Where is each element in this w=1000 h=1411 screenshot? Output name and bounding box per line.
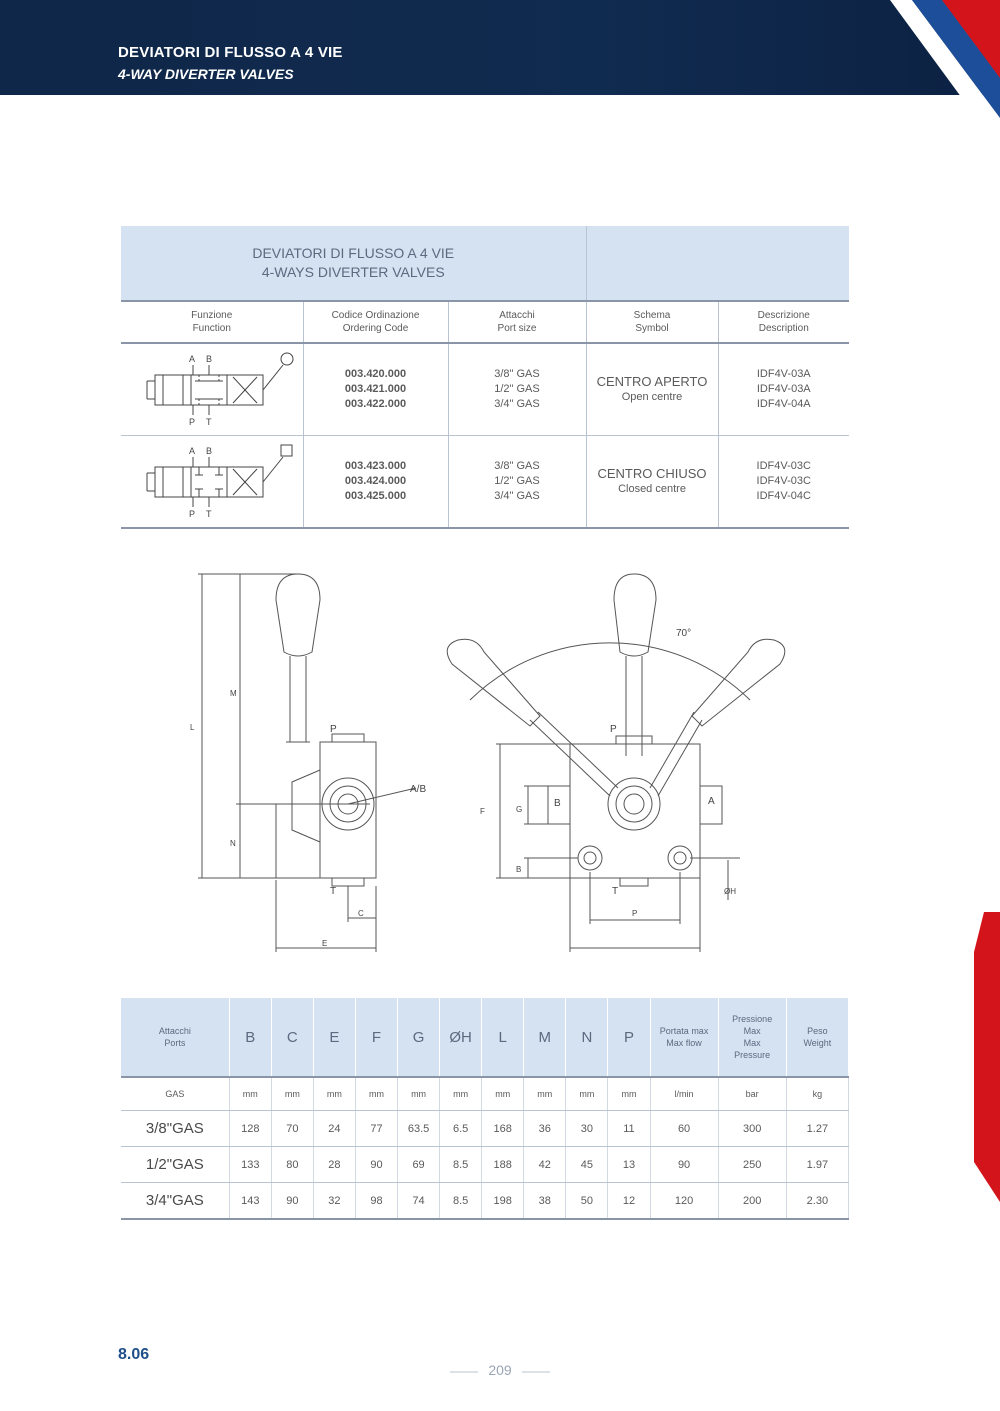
value-cell: 24: [313, 1111, 355, 1147]
value-cell: 50: [566, 1183, 608, 1220]
value-cell: 42: [524, 1147, 566, 1183]
dim-b: B: [516, 865, 522, 874]
label-p-right: P: [610, 724, 617, 735]
header-h: ØH: [440, 998, 482, 1077]
value-cell: 90: [650, 1147, 718, 1183]
label-ab: A/B: [410, 784, 427, 795]
svg-text:T: T: [205, 417, 212, 427]
header-subtitle: 4-WAY DIVERTER VALVES: [118, 66, 294, 82]
unit-cell: l/min: [650, 1077, 718, 1111]
value-cell: 90: [271, 1183, 313, 1220]
col-header-function: Funzione Function: [121, 301, 303, 343]
header-bar: [0, 0, 1000, 95]
table-row: [121, 436, 849, 529]
value-cell: 77: [355, 1111, 397, 1147]
value-cell: 30: [566, 1111, 608, 1147]
dim-h: ØH: [724, 887, 736, 896]
header-n: N: [566, 998, 608, 1077]
units-row: [121, 1077, 849, 1111]
value-cell: 128: [229, 1111, 271, 1147]
header-title: DEVIATORI DI FLUSSO A 4 VIE: [118, 44, 343, 61]
scheme: CENTRO CHIUSO Closed centre: [586, 436, 718, 529]
header-f: F: [355, 998, 397, 1077]
scheme: CENTRO APERTO Open centre: [586, 343, 718, 436]
value-cell: 200: [718, 1183, 786, 1220]
port-size-cell: 1/2"GAS: [121, 1147, 229, 1183]
dim-m: M: [230, 689, 237, 698]
value-cell: 250: [718, 1147, 786, 1183]
col-header-symbol: Schema Symbol: [586, 301, 718, 343]
header-c: C: [271, 998, 313, 1077]
unit-cell: mm: [440, 1077, 482, 1111]
table-row: [121, 1147, 849, 1183]
value-cell: 63.5: [398, 1111, 440, 1147]
label-a: A: [708, 796, 715, 807]
unit-cell: mm: [271, 1077, 313, 1111]
port-size-cell: 3/4"GAS: [121, 1183, 229, 1220]
valve-selection-table: [121, 226, 849, 529]
table-row: [121, 1111, 849, 1147]
svg-text:P: P: [188, 509, 195, 519]
function-symbol: [121, 343, 303, 436]
value-cell: 300: [718, 1111, 786, 1147]
unit-cell: kg: [786, 1077, 848, 1111]
header-pressure: Pressione Max Max Pressure: [718, 998, 786, 1077]
header-ports: Attacchi Ports: [121, 998, 229, 1077]
unit-cell: mm: [313, 1077, 355, 1111]
value-cell: 74: [398, 1183, 440, 1220]
label-angle: 70°: [676, 628, 692, 639]
table-title-en: 4-WAYS DIVERTER VALVES: [261, 264, 445, 280]
port-size-cell: 3/8"GAS: [121, 1111, 229, 1147]
table-row: [121, 1183, 849, 1220]
page-number-block: [440, 1362, 560, 1382]
function-symbol: [121, 436, 303, 529]
value-cell: 1.27: [786, 1111, 848, 1147]
value-cell: 120: [650, 1183, 718, 1220]
header-p: P: [608, 998, 650, 1077]
col-header-port: Attacchi Port size: [448, 301, 586, 343]
svg-text:P: P: [188, 417, 195, 427]
value-cell: 188: [482, 1147, 524, 1183]
value-cell: 133: [229, 1147, 271, 1183]
ordering-codes: 003.423.000 003.424.000 003.425.000: [303, 436, 448, 529]
descriptions: IDF4V-03C IDF4V-03C IDF4V-04C: [718, 436, 849, 529]
header-l: L: [482, 998, 524, 1077]
value-cell: 98: [355, 1183, 397, 1220]
value-cell: 143: [229, 1183, 271, 1220]
value-cell: 8.5: [440, 1147, 482, 1183]
dimensions-header: [121, 998, 849, 1077]
valve-symbol-closed-icon: [127, 439, 297, 519]
value-cell: 45: [566, 1147, 608, 1183]
table-title: [121, 226, 586, 301]
technical-drawing: [180, 560, 860, 970]
header-m: M: [524, 998, 566, 1077]
header-b: B: [229, 998, 271, 1077]
table-title-blank: [586, 226, 849, 301]
dim-c: C: [358, 909, 364, 918]
value-cell: 2.30: [786, 1183, 848, 1220]
dim-n: N: [230, 839, 236, 848]
valve-symbol-open-icon: [127, 347, 297, 427]
svg-text:T: T: [205, 509, 212, 519]
value-cell: 28: [313, 1147, 355, 1183]
unit-cell: bar: [718, 1077, 786, 1111]
label-b: B: [554, 798, 561, 809]
value-cell: 168: [482, 1111, 524, 1147]
value-cell: 69: [398, 1147, 440, 1183]
ordering-codes: 003.420.000 003.421.000 003.422.000: [303, 343, 448, 436]
dim-g: G: [516, 805, 523, 814]
value-cell: 198: [482, 1183, 524, 1220]
dimensions-table: [121, 998, 849, 1220]
header-weight: Peso Weight: [786, 998, 848, 1077]
value-cell: 11: [608, 1111, 650, 1147]
value-cell: 8.5: [440, 1183, 482, 1220]
col-header-code: Codice Ordinazione Ordering Code: [303, 301, 448, 343]
unit-cell: mm: [482, 1077, 524, 1111]
value-cell: 6.5: [440, 1111, 482, 1147]
unit-cell: mm: [524, 1077, 566, 1111]
value-cell: 13: [608, 1147, 650, 1183]
dim-e: E: [322, 939, 328, 948]
unit-cell: mm: [355, 1077, 397, 1111]
value-cell: 12: [608, 1183, 650, 1220]
svg-text:B: B: [205, 446, 212, 456]
svg-text:B: B: [205, 354, 212, 364]
table-title-it: DEVIATORI DI FLUSSO A 4 VIE: [252, 245, 455, 261]
side-tab: [974, 912, 1000, 1202]
dim-l: L: [190, 723, 195, 732]
value-cell: 38: [524, 1183, 566, 1220]
svg-text:A: A: [188, 354, 195, 364]
descriptions: IDF4V-03A IDF4V-03A IDF4V-04A: [718, 343, 849, 436]
corner-stripes: [890, 0, 1000, 150]
value-cell: 70: [271, 1111, 313, 1147]
unit-cell: mm: [608, 1077, 650, 1111]
value-cell: 90: [355, 1147, 397, 1183]
label-t-left: T: [330, 886, 337, 897]
label-p-left: P: [330, 724, 337, 735]
port-sizes: 3/8" GAS 1/2" GAS 3/4" GAS: [448, 436, 586, 529]
label-t-right: T: [612, 886, 619, 897]
value-cell: 60: [650, 1111, 718, 1147]
value-cell: 1.97: [786, 1147, 848, 1183]
value-cell: 36: [524, 1111, 566, 1147]
value-cell: 32: [313, 1183, 355, 1220]
unit-cell: mm: [398, 1077, 440, 1111]
col-header-description: Descrizione Description: [718, 301, 849, 343]
header-e: E: [313, 998, 355, 1077]
value-cell: 80: [271, 1147, 313, 1183]
dim-f: F: [480, 807, 485, 816]
svg-text:A: A: [188, 446, 195, 456]
table-row: [121, 343, 849, 436]
header-flow: Portata max Max flow: [650, 998, 718, 1077]
section-number: 8.06: [118, 1346, 150, 1363]
port-sizes: 3/8" GAS 1/2" GAS 3/4" GAS: [448, 343, 586, 436]
header-g: G: [398, 998, 440, 1077]
unit-cell: mm: [229, 1077, 271, 1111]
dim-p: P: [632, 909, 638, 918]
unit-cell: mm: [566, 1077, 608, 1111]
unit-cell: GAS: [121, 1077, 229, 1111]
page-number: 209: [488, 1362, 512, 1378]
